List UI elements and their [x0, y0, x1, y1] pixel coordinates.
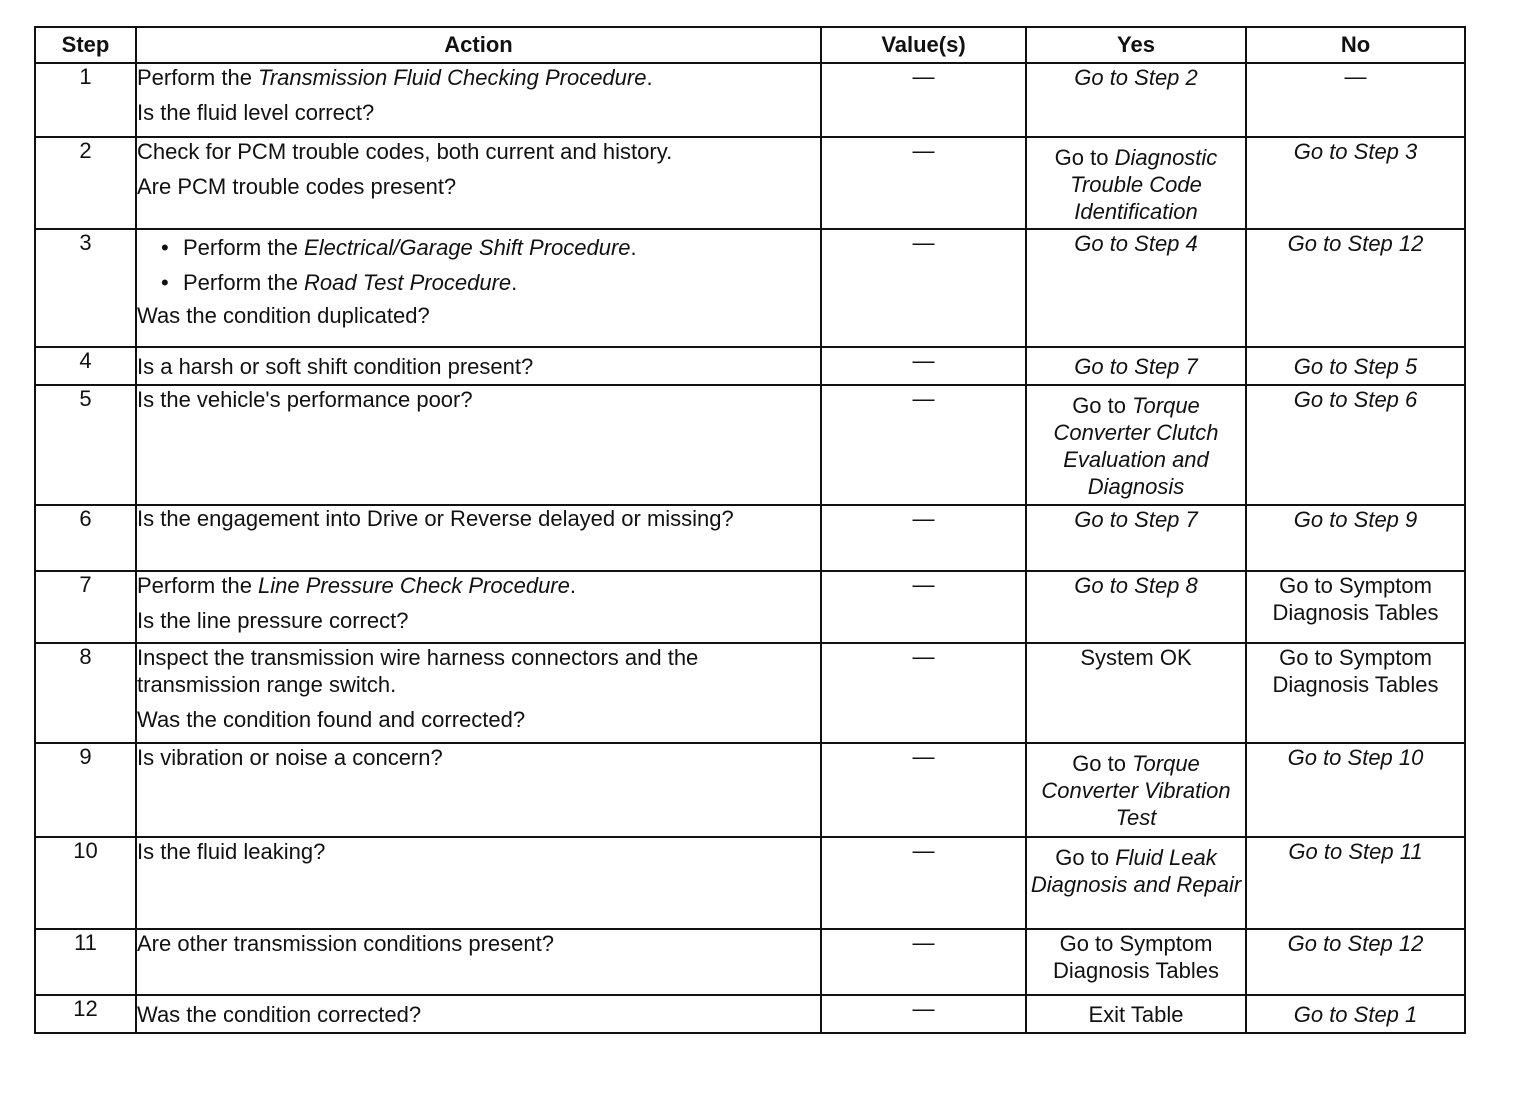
step-number: 1: [35, 63, 136, 137]
table-row: [35, 347, 1465, 385]
yes-cell: [1026, 743, 1246, 837]
action-bullet: [183, 269, 820, 296]
yes-cell: Go to Symptom Diagnosis Tables: [1026, 929, 1246, 995]
action-cell: [136, 929, 821, 995]
table-row: [35, 837, 1465, 929]
instruction-text: .: [569, 573, 576, 598]
yes-cell: Exit Table: [1026, 995, 1246, 1033]
value-cell: —: [821, 995, 1026, 1033]
no-cell: Go to Symptom Diagnosis Tables: [1246, 571, 1465, 643]
no-cell: Go to Step 1: [1246, 995, 1465, 1033]
table-row: [35, 385, 1465, 505]
action-cell: [136, 137, 821, 229]
instruction-text: .: [511, 270, 518, 295]
no-cell: Go to Step 11: [1246, 837, 1465, 929]
action-cell: [136, 63, 821, 137]
value-cell: —: [821, 347, 1026, 385]
instruction-text: Perform the: [137, 573, 259, 598]
value-cell: —: [821, 571, 1026, 643]
action-cell: [136, 385, 821, 505]
table-row: [35, 505, 1465, 571]
no-cell: Go to Step 6: [1246, 385, 1465, 505]
action-cell: [136, 837, 821, 929]
step-number: 11: [35, 929, 136, 995]
yes-cell: [1026, 837, 1246, 929]
action-question: Is the fluid leaking?: [137, 839, 326, 864]
value-cell: —: [821, 643, 1026, 743]
step-number: 6: [35, 505, 136, 571]
no-cell: —: [1246, 63, 1465, 137]
no-cell: Go to Step 9: [1246, 505, 1465, 571]
instruction-text: Perform the: [183, 270, 305, 295]
step-number: 10: [35, 837, 136, 929]
no-cell: Go to Step 10: [1246, 743, 1465, 837]
table-row: [35, 743, 1465, 837]
column-header-yes: Yes: [1026, 27, 1246, 63]
step-number: 12: [35, 995, 136, 1033]
action-question: Is a harsh or soft shift condition present?: [137, 353, 534, 379]
action-question: Was the condition corrected?: [137, 1001, 422, 1027]
step-number: 9: [35, 743, 136, 837]
table-row: [35, 929, 1465, 995]
header-row: [35, 27, 1465, 63]
column-header-action: Action: [136, 27, 821, 63]
step-number: 5: [35, 385, 136, 505]
table-row: [35, 137, 1465, 229]
yes-cell: Go to Step 8: [1026, 571, 1246, 643]
action-question: Are PCM trouble codes present?: [137, 174, 457, 199]
no-cell: Go to Symptom Diagnosis Tables: [1246, 643, 1465, 743]
yes-text: Go to: [1072, 393, 1133, 418]
procedure-reference: Transmission Fluid Checking Procedure: [258, 65, 647, 90]
table-row: [35, 63, 1465, 137]
action-bullet-list: [137, 234, 820, 296]
no-cell: Go to Step 3: [1246, 137, 1465, 229]
action-instruction: [137, 572, 820, 599]
action-question: Is the vehicle's performance poor?: [137, 387, 473, 412]
value-cell: —: [821, 929, 1026, 995]
yes-cell: System OK: [1026, 643, 1246, 743]
action-question: Are other transmission conditions present?: [137, 931, 554, 956]
procedure-reference: Torque Converter Vibration Test: [1041, 751, 1231, 830]
diagnostic-table: [34, 26, 1466, 1034]
value-cell: —: [821, 229, 1026, 347]
step-number: 3: [35, 229, 136, 347]
no-cell: Go to Step 12: [1246, 929, 1465, 995]
table-row: [35, 643, 1465, 743]
action-cell: [136, 995, 821, 1033]
step-number: 4: [35, 347, 136, 385]
value-cell: —: [821, 743, 1026, 837]
yes-cell: Go to Step 4: [1026, 229, 1246, 347]
step-number: 7: [35, 571, 136, 643]
action-cell: [136, 347, 821, 385]
value-cell: —: [821, 137, 1026, 229]
column-header-values: Value(s): [821, 27, 1026, 63]
action-question: Is the engagement into Drive or Reverse delayed or missing?: [137, 506, 734, 531]
action-instruction: Check for PCM trouble codes, both current and history.: [137, 139, 673, 164]
column-header-no: No: [1246, 27, 1465, 63]
action-bullet: [183, 234, 820, 261]
value-cell: —: [821, 837, 1026, 929]
yes-cell: [1026, 385, 1246, 505]
action-question: Is the line pressure correct?: [137, 608, 409, 633]
no-cell: Go to Step 5: [1246, 347, 1465, 385]
procedure-reference: Torque Converter Clutch Evaluation and Diagnosis: [1053, 393, 1219, 499]
table-row: [35, 229, 1465, 347]
action-cell: [136, 229, 821, 347]
action-question: Is vibration or noise a concern?: [137, 745, 443, 770]
step-number: 2: [35, 137, 136, 229]
value-cell: —: [821, 505, 1026, 571]
procedure-reference: Diagnostic Trouble Code Identification: [1070, 145, 1218, 224]
yes-text: Go to: [1055, 845, 1116, 870]
procedure-reference: Electrical/Garage Shift Procedure: [304, 235, 631, 260]
action-cell: [136, 743, 821, 837]
action-question: Was the condition found and corrected?: [137, 707, 526, 732]
instruction-text: .: [646, 65, 653, 90]
yes-cell: [1026, 137, 1246, 229]
procedure-reference: Fluid Leak Diagnosis and Repair: [1030, 845, 1242, 897]
yes-cell: Go to Step 7: [1026, 347, 1246, 385]
yes-cell: Go to Step 2: [1026, 63, 1246, 137]
value-cell: —: [821, 63, 1026, 137]
instruction-text: .: [630, 235, 637, 260]
procedure-reference: Road Test Procedure: [304, 270, 512, 295]
action-question: Is the fluid level correct?: [137, 100, 375, 125]
procedure-reference: Line Pressure Check Procedure: [258, 573, 570, 598]
action-instruction: [137, 64, 820, 91]
action-cell: [136, 643, 821, 743]
step-number: 8: [35, 643, 136, 743]
table-row: [35, 995, 1465, 1033]
action-cell: [136, 505, 821, 571]
value-cell: —: [821, 385, 1026, 505]
action-question: Was the condition duplicated?: [137, 303, 430, 328]
instruction-text: Perform the: [183, 235, 305, 260]
no-cell: Go to Step 12: [1246, 229, 1465, 347]
instruction-text: Perform the: [137, 65, 259, 90]
action-instruction: Inspect the transmission wire harness connectors and the transmission range switch.: [137, 645, 699, 697]
yes-text: Go to: [1072, 751, 1133, 776]
table-row: [35, 571, 1465, 643]
action-cell: [136, 571, 821, 643]
column-header-step: Step: [35, 27, 136, 63]
yes-text: Go to: [1054, 145, 1115, 170]
yes-cell: Go to Step 7: [1026, 505, 1246, 571]
